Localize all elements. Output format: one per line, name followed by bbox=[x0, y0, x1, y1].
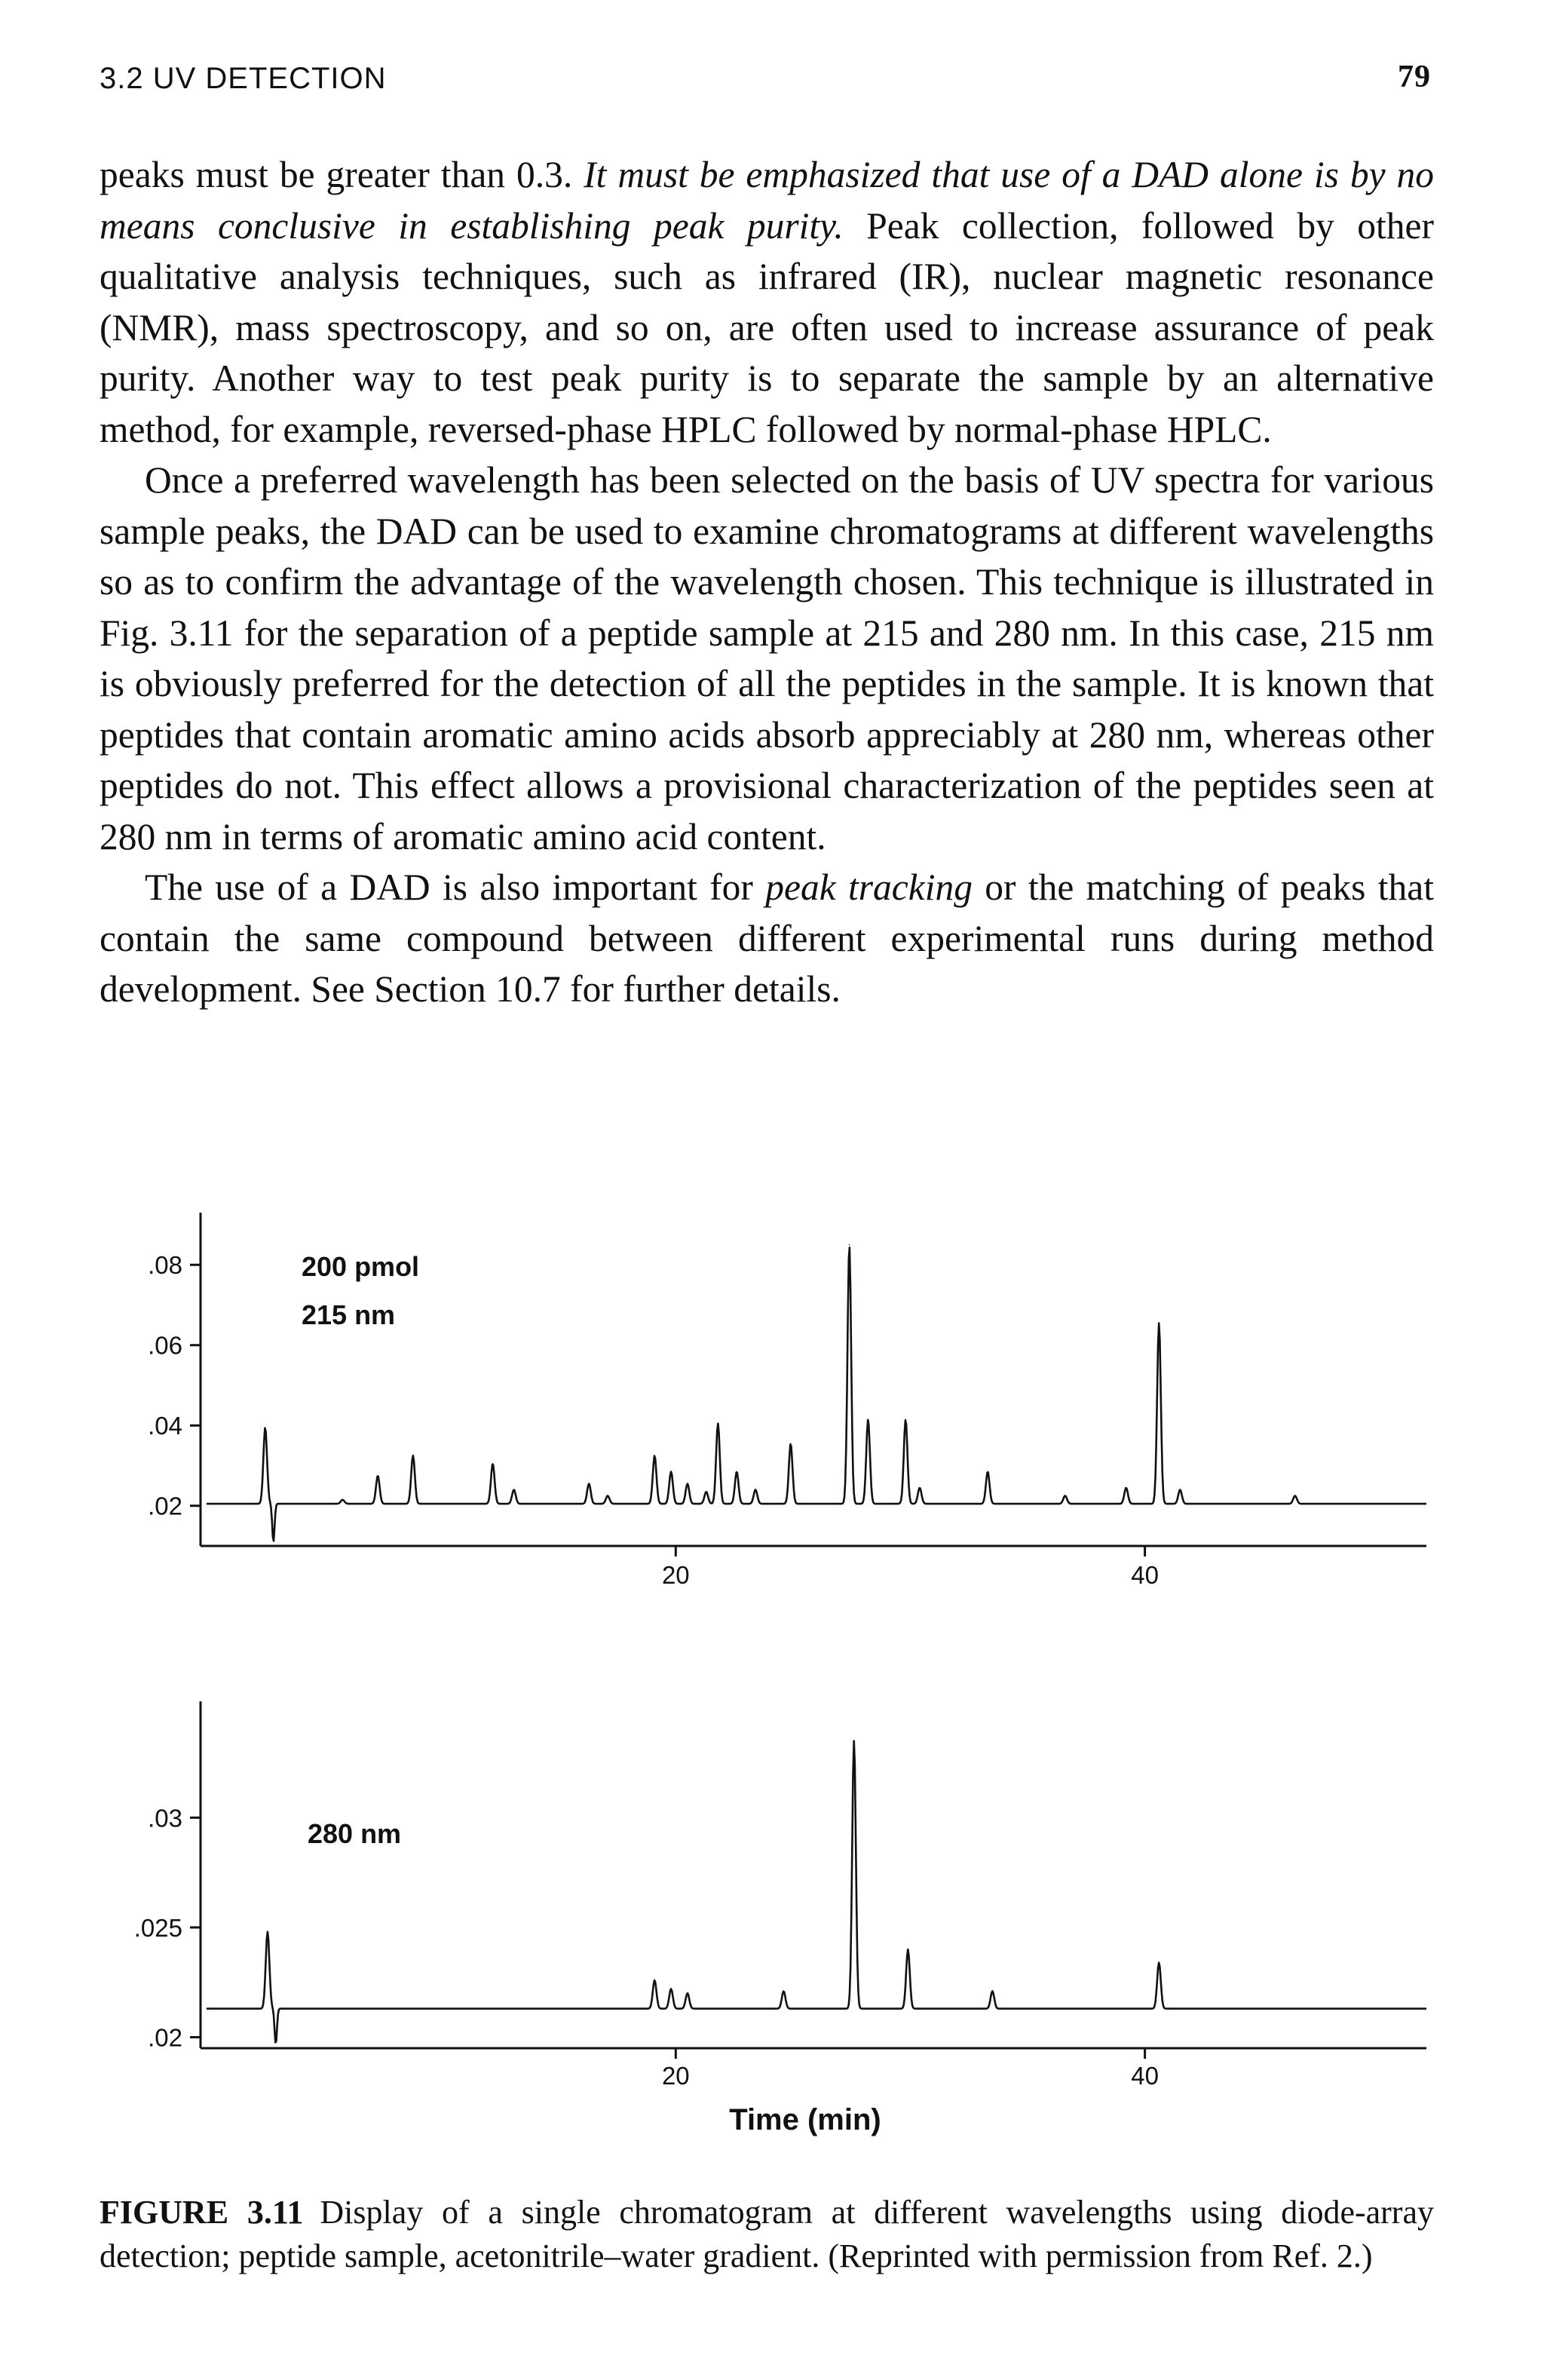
peak-apex bbox=[654, 1980, 656, 1981]
peak-apex bbox=[1065, 1495, 1066, 1497]
peak-apex bbox=[513, 1489, 515, 1491]
peak-apex bbox=[992, 1991, 994, 1992]
peak-apex bbox=[853, 1741, 855, 1742]
figure-3-11 bbox=[0, 1192, 1544, 2157]
peak-apex bbox=[919, 1487, 921, 1489]
peak-apex bbox=[755, 1489, 756, 1491]
paragraph-3 bbox=[100, 862, 1434, 1015]
peak-apex bbox=[790, 1443, 792, 1444]
x-tick-label: 20 bbox=[661, 1561, 690, 1589]
peak-apex bbox=[736, 1471, 737, 1473]
peak-apex bbox=[342, 1499, 344, 1501]
peak-apex bbox=[1158, 1962, 1160, 1964]
chromatogram-figure bbox=[0, 1192, 1544, 2157]
y-tick-label: .03 bbox=[148, 1804, 182, 1833]
peak-apex bbox=[1126, 1487, 1127, 1489]
peak-apex bbox=[687, 1992, 688, 1994]
paragraph-2: Once a preferred wavelength has been selected on the basis of UV spectra for various sample peaks, the DAD can be used to examine chromatograms at different wavelengths so as to confirm the advantage of the wavelength chosen. This technique is illustrated in Fig. 3.11 for the separation of a peptide sample at 215 and 280 nm. In this case, 215 nm is obviously preferred for the detection of all the peptides in the sample. It is known that peptides that contain aromatic amino acids absorb appreciably at 280 nm, whereas other peptides do not. This effect allows a provisional characterization of the peptides seen at 280 nm in terms of aromatic amino acid content. bbox=[100, 459, 1434, 857]
x-tick-label: 40 bbox=[1131, 2062, 1159, 2090]
peak-apex bbox=[412, 1455, 414, 1456]
figure-caption-text: Display of a single chromatogram at different wavelengths using diode-array detection; peptide sample, acetonitrile–water gradient. (Reprinted with permission from Ref. 2.) bbox=[100, 2194, 1434, 2274]
peak-apex bbox=[783, 1991, 785, 1992]
peak-apex bbox=[492, 1463, 494, 1464]
peak-apex bbox=[987, 1471, 988, 1473]
peak-apex bbox=[265, 1427, 266, 1428]
peak-apex bbox=[654, 1455, 656, 1456]
peak-apex bbox=[670, 1989, 672, 1990]
paragraph-1-text: peaks must be greater than 0.3. bbox=[100, 154, 584, 195]
x-tick-label: 40 bbox=[1131, 1561, 1159, 1589]
peak-apex bbox=[718, 1423, 719, 1425]
peak-apex bbox=[1294, 1495, 1296, 1497]
x-axis-label: Time (min) bbox=[729, 2103, 881, 2136]
peak-apex bbox=[849, 1244, 850, 1246]
chromatogram-trace bbox=[207, 1247, 1426, 1541]
figure-caption bbox=[100, 2191, 1434, 2278]
section-title: 3.2 UV DETECTION bbox=[100, 62, 387, 95]
peak-apex bbox=[607, 1495, 608, 1497]
paragraph-1-text-continued: Peak collection, followed by other qualitative analysis techniques, such as infrared (IR), nuclear magnetic resonance (NMR), mass spectroscopy, and so on, are often used to increase assurance of peak purity. Another way to test peak purity is to separate the sample by an alternative method, for example, reversed-phase HPLC followed by normal-phase HPLC. bbox=[100, 204, 1434, 450]
paragraph-3-emphasis: peak tracking bbox=[765, 866, 973, 908]
body-text bbox=[100, 149, 1434, 1015]
y-tick-label: .06 bbox=[148, 1331, 182, 1360]
peak-apex bbox=[588, 1483, 590, 1485]
x-tick-label: 20 bbox=[661, 2062, 690, 2090]
page-number: 79 bbox=[1398, 60, 1431, 94]
chart-annotation: 280 nm bbox=[308, 1818, 402, 1849]
peak-apex bbox=[267, 1931, 268, 1933]
peak-apex bbox=[1179, 1489, 1181, 1491]
peak-apex bbox=[868, 1418, 869, 1420]
y-tick-label: .04 bbox=[148, 1412, 182, 1440]
chart-annotation: 200 pmol bbox=[302, 1251, 420, 1282]
peak-apex bbox=[1158, 1323, 1160, 1324]
chromatogram-trace bbox=[207, 1741, 1426, 2043]
peak-apex bbox=[706, 1491, 707, 1492]
paragraph-3-text-continued: or the matching of peaks that contain the same compound between different experimental runs during method development. See Section 10.7 for further details. bbox=[100, 866, 1434, 1010]
running-head bbox=[100, 56, 1431, 101]
paragraph-1 bbox=[100, 149, 1434, 455]
y-tick-label: .08 bbox=[148, 1251, 182, 1280]
peak-apex bbox=[905, 1418, 906, 1420]
peak-apex bbox=[687, 1483, 688, 1485]
peak-apex bbox=[908, 1949, 909, 1950]
peak-apex bbox=[670, 1471, 672, 1473]
y-tick-label: .02 bbox=[148, 1492, 182, 1520]
chart-annotation: 215 nm bbox=[302, 1299, 396, 1330]
figure-caption-label: FIGURE 3.11 bbox=[100, 2194, 304, 2231]
peak-apex bbox=[377, 1475, 378, 1477]
paragraph-3-text: The use of a DAD is also important for bbox=[145, 866, 766, 908]
paragraph-1-emphasis: It must be emphasized that use of a DAD alone is by no means conclusive in establishing peak purity. bbox=[100, 154, 1434, 247]
y-tick-label: .025 bbox=[133, 1913, 182, 1942]
y-tick-label: .02 bbox=[148, 2023, 182, 2052]
